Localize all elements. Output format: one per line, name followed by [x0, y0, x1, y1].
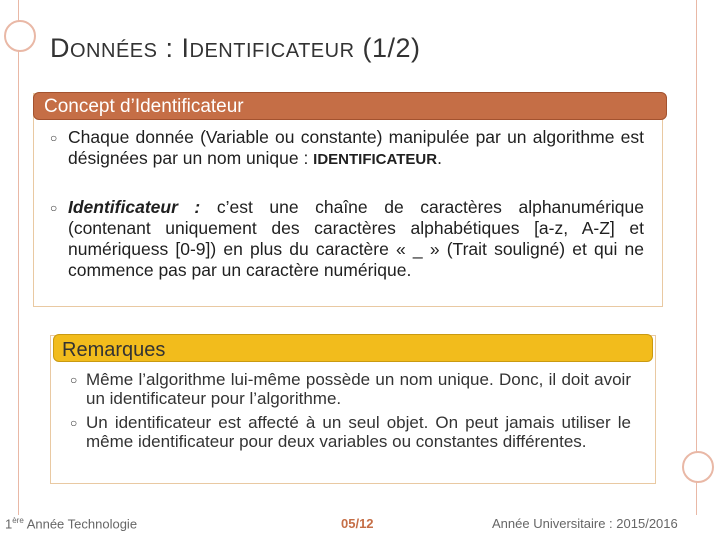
bullet-icon: ○ — [50, 201, 58, 215]
page-title: DONNÉES : IDENTIFICATEUR (1/2) — [50, 33, 421, 63]
concept-header: Concept d’Identificateur — [33, 92, 667, 120]
concept-item-2: Identificateur : c’est une chaîne de caractères alphanumérique (contenant uniquement des caractères alphabétiques [a-z, A-Z] et numériquess [0-9]) en plus du caractère « _ » (Trait souligné) et qui ne commence pas par un caractère numérique. — [68, 197, 644, 280]
remark-item-2: Un identificateur est affecté à un seul objet. On peut jamais utiliser le même identificateur pour deux variables ou constantes différentes. — [86, 413, 631, 451]
bullet-icon: ○ — [50, 131, 58, 145]
bullet-icon: ○ — [70, 373, 78, 387]
footer-course: 1ère Année Technologie — [5, 516, 138, 532]
top-left-circle-icon — [4, 20, 36, 52]
concept-item-1: Chaque donnée (Variable ou constante) manipulée par un algorithme est désignées par un nom unique : IDENTIFICATEUR. — [68, 127, 644, 168]
bottom-right-circle-icon — [682, 451, 714, 483]
remark-item-1: Même l’algorithme lui-même possède un nom unique. Donc, il doit avoir un identificateur pour l’algorithme. — [86, 370, 631, 408]
remarks-header: Remarques — [53, 334, 653, 362]
footer-page-number: 05/12 — [341, 516, 374, 531]
left-decoration-line — [18, 0, 19, 515]
bullet-icon: ○ — [70, 416, 78, 430]
footer-year: Année Universitaire : 2015/2016 — [492, 516, 678, 531]
right-decoration-line — [696, 0, 697, 515]
